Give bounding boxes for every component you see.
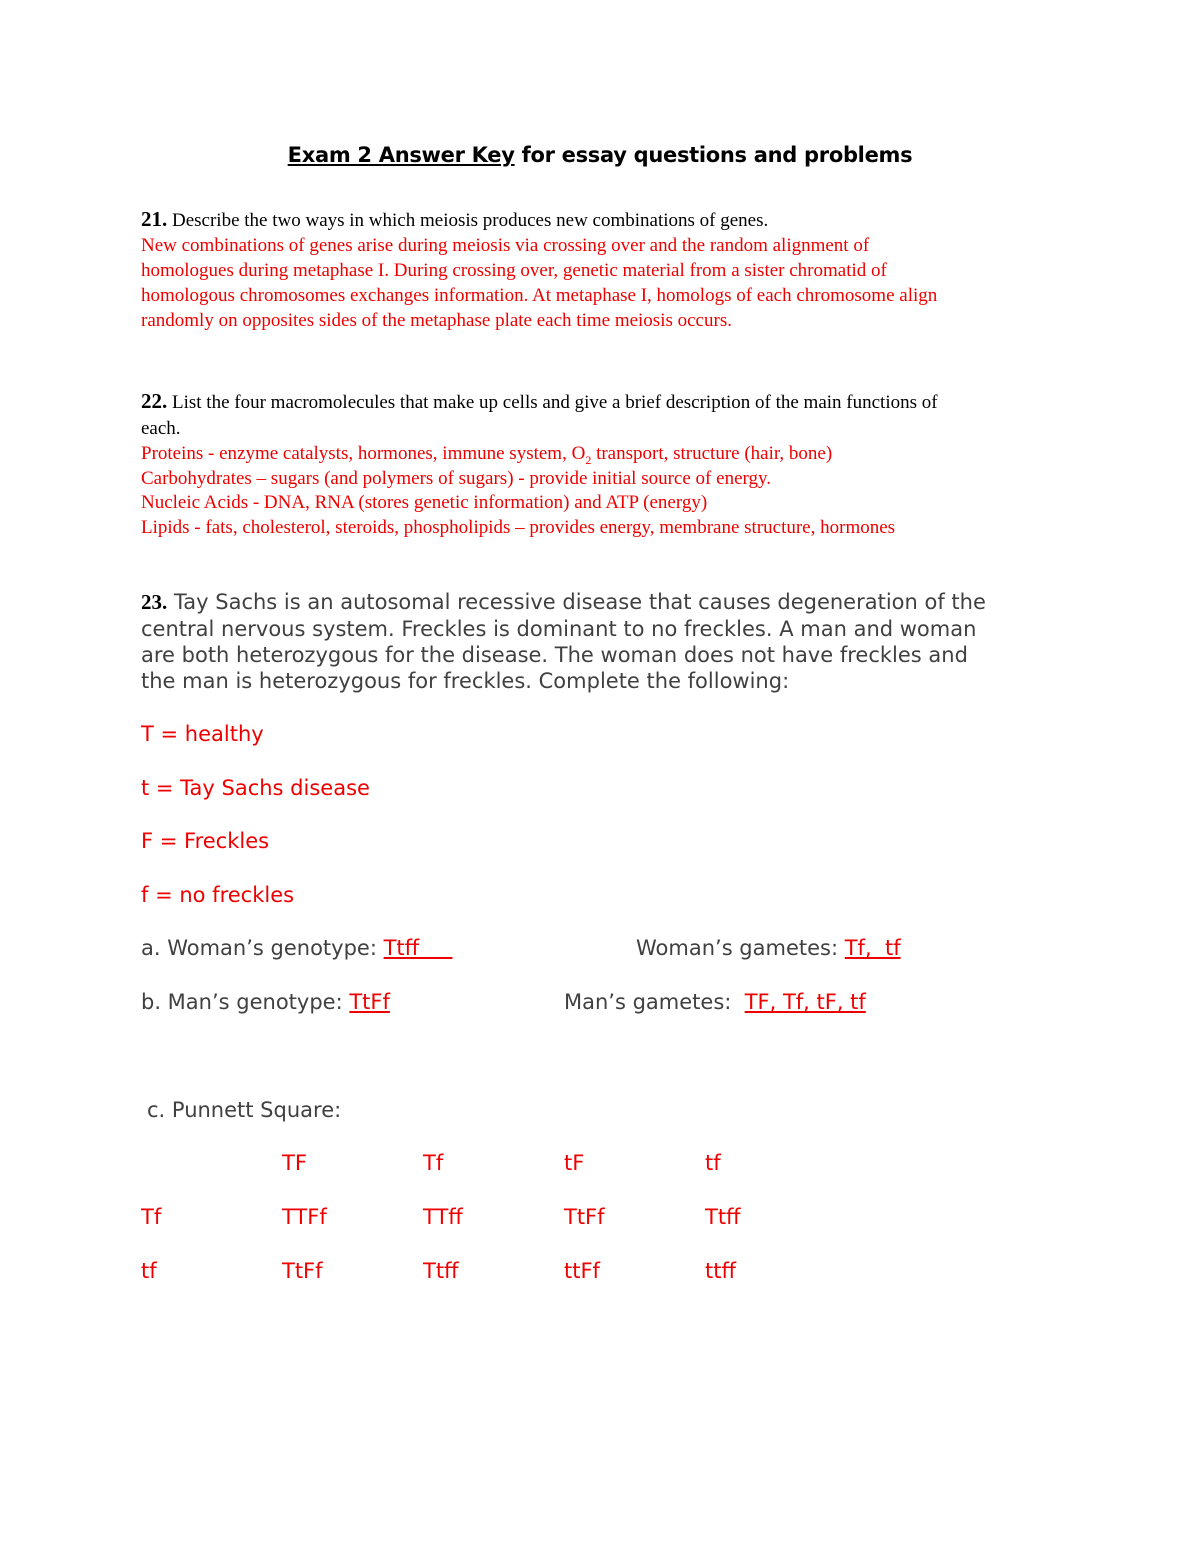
q22-answer-lipids: Lipids - fats, cholesterol, steroids, phospholipids – provides energy, membrane structure, hormones <box>141 517 896 538</box>
q22-answer-carbohydrates: Carbohydrates – sugars (and polymers of sugars) - provide initial source of energy. <box>141 468 771 489</box>
woman-gametes-value: Tf, tf <box>844 936 901 960</box>
punnett-label: c. Punnett Square: <box>147 1098 342 1122</box>
key-tay-sachs: t = Tay Sachs disease <box>141 776 370 800</box>
punnett-col-header: TF <box>282 1151 307 1175</box>
punnett-cell: TtFf <box>564 1205 605 1229</box>
proteins-text-cont: transport, structure (hair, bone) <box>591 443 833 464</box>
punnett-cell: ttFf <box>564 1259 600 1283</box>
q22-number: 22. <box>141 389 168 413</box>
woman-gametes-label: Woman’s gametes: <box>636 936 845 960</box>
q22-question-text: List the four macromolecules that make up cells and give a brief description of the main functions of <box>167 392 938 413</box>
punnett-cell: TtFf <box>282 1259 323 1283</box>
punnett-cell: Ttff <box>423 1259 459 1283</box>
q22-question <box>141 389 938 415</box>
man-genotype-value: TtFf <box>349 990 390 1014</box>
q23-question-text: Tay Sachs is an autosomal recessive disease that causes degeneration of the <box>167 590 986 614</box>
woman-genotype-label: a. Woman’s genotype: <box>141 936 384 960</box>
q23-question-line: central nervous system. Freckles is dominant to no freckles. A man and woman <box>141 617 977 641</box>
man-gametes-label: Man’s gametes: <box>564 990 745 1014</box>
man-gametes-value: TF, Tf, tF, tf <box>744 990 866 1014</box>
q21-answer-line: randomly on opposites sides of the metaphase plate each time meiosis occurs. <box>141 310 732 331</box>
title-rest: for essay questions and problems <box>514 143 913 167</box>
o2-subscript: 2 <box>585 452 592 467</box>
proteins-text: Proteins - enzyme catalysts, hormones, immune system, O <box>141 443 586 464</box>
man-genotype-row <box>141 990 390 1014</box>
punnett-col-header: Tf <box>423 1151 444 1175</box>
q23-question-line: the man is heterozygous for freckles. Complete the following: <box>141 669 790 693</box>
key-freckles: F = Freckles <box>141 829 270 853</box>
q22-answer-nucleic-acids: Nucleic Acids - DNA, RNA (stores genetic information) and ATP (energy) <box>141 492 708 513</box>
q21-answer-line: homologous chromosomes exchanges information. At metaphase I, homologs of each chromosome align <box>141 285 938 306</box>
q21-question <box>141 207 1071 233</box>
man-genotype-label: b. Man’s genotype: <box>141 990 350 1014</box>
punnett-row-header: Tf <box>141 1205 162 1229</box>
key-no-freckles: f = no freckles <box>141 883 295 907</box>
punnett-row-header: tf <box>141 1259 157 1283</box>
q22-question-cont: each. <box>141 418 181 439</box>
punnett-cell: TTFf <box>282 1205 327 1229</box>
punnett-cell: ttff <box>705 1259 736 1283</box>
q23-question-line <box>141 589 986 616</box>
woman-genotype-row <box>141 936 453 960</box>
title-underlined: Exam 2 Answer Key <box>287 143 515 167</box>
page-title <box>0 143 1200 167</box>
key-healthy: T = healthy <box>141 722 264 746</box>
man-gametes-row <box>564 990 866 1014</box>
q21-question-text: Describe the two ways in which meiosis produces new combinations of genes. <box>167 210 769 231</box>
punnett-cell: Ttff <box>705 1205 741 1229</box>
punnett-cell: TTff <box>423 1205 463 1229</box>
woman-genotype-value: Ttff <box>383 936 453 960</box>
q23-number: 23. <box>141 590 168 614</box>
woman-gametes-row <box>636 936 901 960</box>
q23-question-line: are both heterozygous for the disease. The woman does not have freckles and <box>141 643 968 667</box>
punnett-col-header: tF <box>564 1151 585 1175</box>
q21-number: 21. <box>141 207 168 231</box>
punnett-col-header: tf <box>705 1151 721 1175</box>
q21-answer-line: homologues during metaphase I. During crossing over, genetic material from a sister chromatid of <box>141 260 887 281</box>
q21-answer-line: New combinations of genes arise during meiosis via crossing over and the random alignment of <box>141 235 870 256</box>
